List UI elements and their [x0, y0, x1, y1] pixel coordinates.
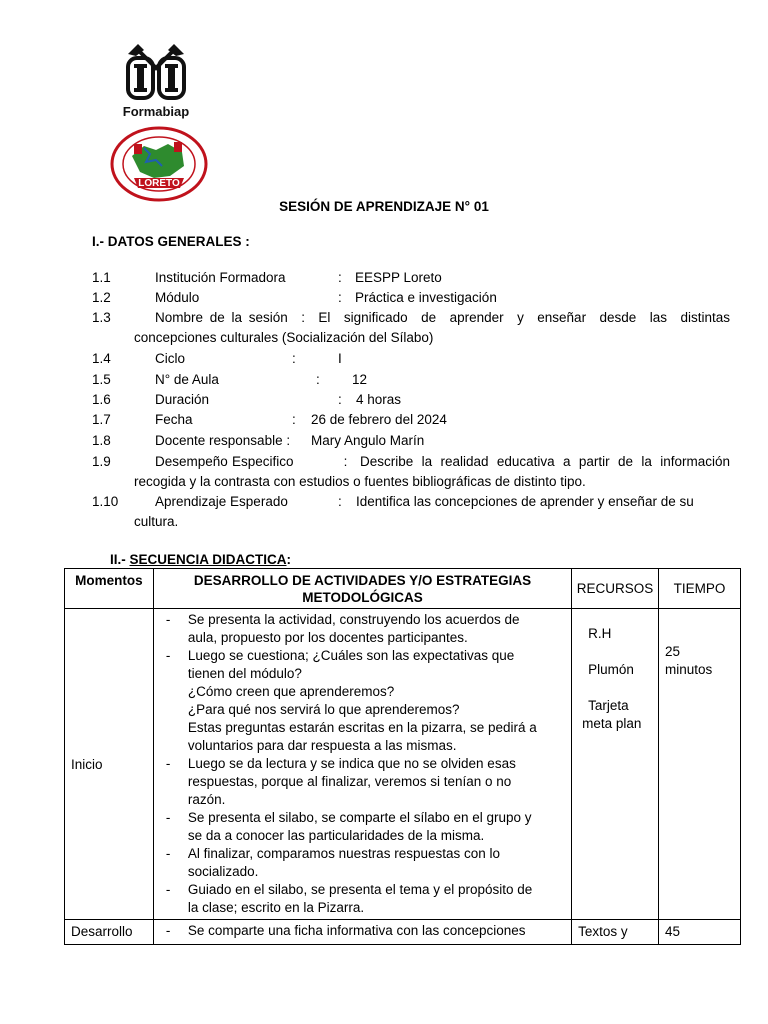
resources-cell: Textos y — [572, 920, 659, 945]
item-separator: : — [316, 372, 320, 387]
activity-text-line: razón. — [187, 792, 226, 807]
activity-text-line: Se presenta el silabo, se comparte el sílabo en el grupo y — [187, 810, 532, 825]
time-cell: 45 — [659, 920, 741, 945]
bullet-dash: - — [165, 882, 171, 897]
item-label: Institución Formadora — [155, 270, 286, 285]
item-number: 1.2 — [92, 290, 111, 305]
section-sequence-heading — [110, 552, 291, 567]
time-cell — [659, 609, 741, 920]
activity-text-line: aula, propuesto por los docentes participantes. — [187, 630, 468, 645]
sequence-table — [64, 568, 741, 945]
item-number: 1.1 — [92, 270, 111, 285]
item-value: Práctica e investigación — [355, 290, 497, 305]
column-header-recursos: RECURSOS — [572, 569, 659, 609]
item-value: Identifica las concepciones de aprender y enseñar de su — [356, 494, 694, 509]
bullet-dash: - — [165, 612, 171, 627]
item-separator: : — [338, 290, 342, 305]
bullet-dash: - — [165, 923, 171, 938]
column-header-momentos: Momentos — [65, 569, 154, 609]
activity-text-line: respuestas, porque al finalizar, veremos si tenían o no — [187, 774, 512, 789]
time-value: 25 — [665, 644, 681, 659]
resource-item: Plumón — [588, 662, 634, 677]
formabiap-logo-text: Formabiap — [122, 104, 190, 119]
activity-text-line: Luego se cuestiona; ¿Cuáles son las expectativas que — [187, 648, 515, 663]
moment-cell: Desarrollo — [65, 920, 154, 945]
time-unit: minutos — [665, 662, 713, 677]
activity-text-line: Luego se da lectura y se indica que no se olviden esas — [187, 756, 516, 771]
activity-item — [154, 809, 565, 845]
activity-text-line: ¿Cómo creen que aprenderemos? — [187, 684, 395, 699]
column-header-desarrollo: DESARROLLO DE ACTIVIDADES Y/O ESTRATEGIAS METODOLÓGICAS — [153, 569, 571, 609]
activity-text-line: ¿Para qué nos servirá lo que aprenderemos? — [187, 702, 460, 717]
formabiap-logo — [108, 40, 204, 122]
activity-text-line: tienen del módulo? — [187, 666, 302, 681]
loreto-seal-icon — [110, 126, 208, 202]
section-suffix: : — [286, 552, 292, 567]
activity-item — [154, 611, 565, 647]
item-number: 1.10 — [92, 494, 119, 509]
resource-item: meta plan — [582, 716, 642, 731]
item-separator: : — [338, 494, 342, 509]
table-row — [65, 609, 741, 920]
activity-list — [154, 920, 571, 944]
item-line-2: recogida y la contrasta con estudios o fuentes bibliográficas de distinto tipo. — [134, 474, 586, 489]
item-separator: : — [292, 351, 296, 366]
activity-item — [154, 647, 565, 755]
activities-cell — [153, 609, 571, 920]
section-title: SECUENCIA DIDACTICA — [129, 552, 287, 567]
item-line-1: Desempeño Especifico : Describe la realidad educativa a partir de la información — [155, 454, 730, 469]
item-separator: : — [338, 270, 342, 285]
bullet-dash: - — [165, 756, 171, 771]
bullet-dash: - — [165, 810, 171, 825]
table-row — [65, 920, 741, 945]
activity-text-line: voluntarios para dar respuesta a las mismas. — [187, 738, 457, 753]
activity-item — [154, 755, 565, 809]
section-prefix: II.- — [110, 552, 130, 567]
resource-item: Tarjeta — [588, 698, 629, 713]
item-label: Aprendizaje Esperado — [155, 494, 288, 509]
item-separator: : — [338, 392, 342, 407]
activity-item — [154, 922, 565, 940]
item-number: 1.4 — [92, 351, 111, 366]
item-label: Ciclo — [155, 351, 186, 366]
item-line-1: Nombre de la sesión : El significado de aprender y enseñar desde las distintas — [155, 310, 730, 325]
item-value: 26 de febrero del 2024 — [311, 412, 447, 427]
activity-text-line: Estas preguntas estarán escritas en la pizarra, se pedirá a — [187, 720, 537, 735]
activity-item — [154, 881, 565, 917]
item-label: Módulo — [155, 290, 200, 305]
item-number: 1.9 — [92, 454, 111, 469]
resource-item: R.H — [588, 626, 612, 641]
moment-cell: Inicio — [65, 609, 154, 920]
bullet-dash: - — [165, 846, 171, 861]
activities-cell — [153, 920, 571, 945]
item-line-2: cultura. — [134, 514, 179, 529]
formabiap-emblem-icon — [108, 40, 204, 122]
item-number: 1.6 — [92, 392, 111, 407]
item-value: I — [338, 351, 342, 366]
item-value: Mary Angulo Marín — [311, 433, 425, 448]
activity-text-line: Al finalizar, comparamos nuestras respuestas con lo — [187, 846, 501, 861]
activity-text-line: Se presenta la actividad, construyendo los acuerdos de — [187, 612, 520, 627]
item-number: 1.7 — [92, 412, 111, 427]
item-number: 1.5 — [92, 372, 111, 387]
activity-text-line: se da a conocer las particularidades de la misma. — [187, 828, 485, 843]
bullet-dash: - — [165, 648, 171, 663]
activity-text-line: Se comparte una ficha informativa con las concepciones — [187, 923, 526, 938]
column-header-tiempo: TIEMPO — [659, 569, 741, 609]
item-number: 1.3 — [92, 310, 111, 325]
table-header-row — [65, 569, 741, 609]
item-value: 4 horas — [356, 392, 402, 407]
activity-item — [154, 845, 565, 881]
item-number: 1.8 — [92, 433, 111, 448]
item-label: N° de Aula — [155, 372, 219, 387]
activity-list — [154, 609, 571, 919]
item-label: Docente responsable : — [155, 433, 291, 448]
item-separator: : — [292, 412, 296, 427]
item-value: EESPP Loreto — [355, 270, 442, 285]
item-label: Fecha — [155, 412, 193, 427]
resources-cell — [572, 609, 659, 920]
loreto-seal-logo — [110, 126, 208, 202]
activity-text-line: la clase; escrito en la Pizarra. — [187, 900, 365, 915]
item-label: Duración — [155, 392, 210, 407]
activity-text-line: socializado. — [187, 864, 259, 879]
loreto-seal-text: LORETO — [138, 178, 180, 189]
section-general-data-heading: I.- DATOS GENERALES : — [92, 234, 250, 249]
activity-text-line: Guiado en el silabo, se presenta el tema y el propósito de — [187, 882, 533, 897]
page-title: SESIÓN DE APRENDIZAJE N° 01 — [279, 199, 489, 214]
item-line-2: concepciones culturales (Socialización del Sílabo) — [134, 330, 434, 345]
item-value: 12 — [352, 372, 368, 387]
